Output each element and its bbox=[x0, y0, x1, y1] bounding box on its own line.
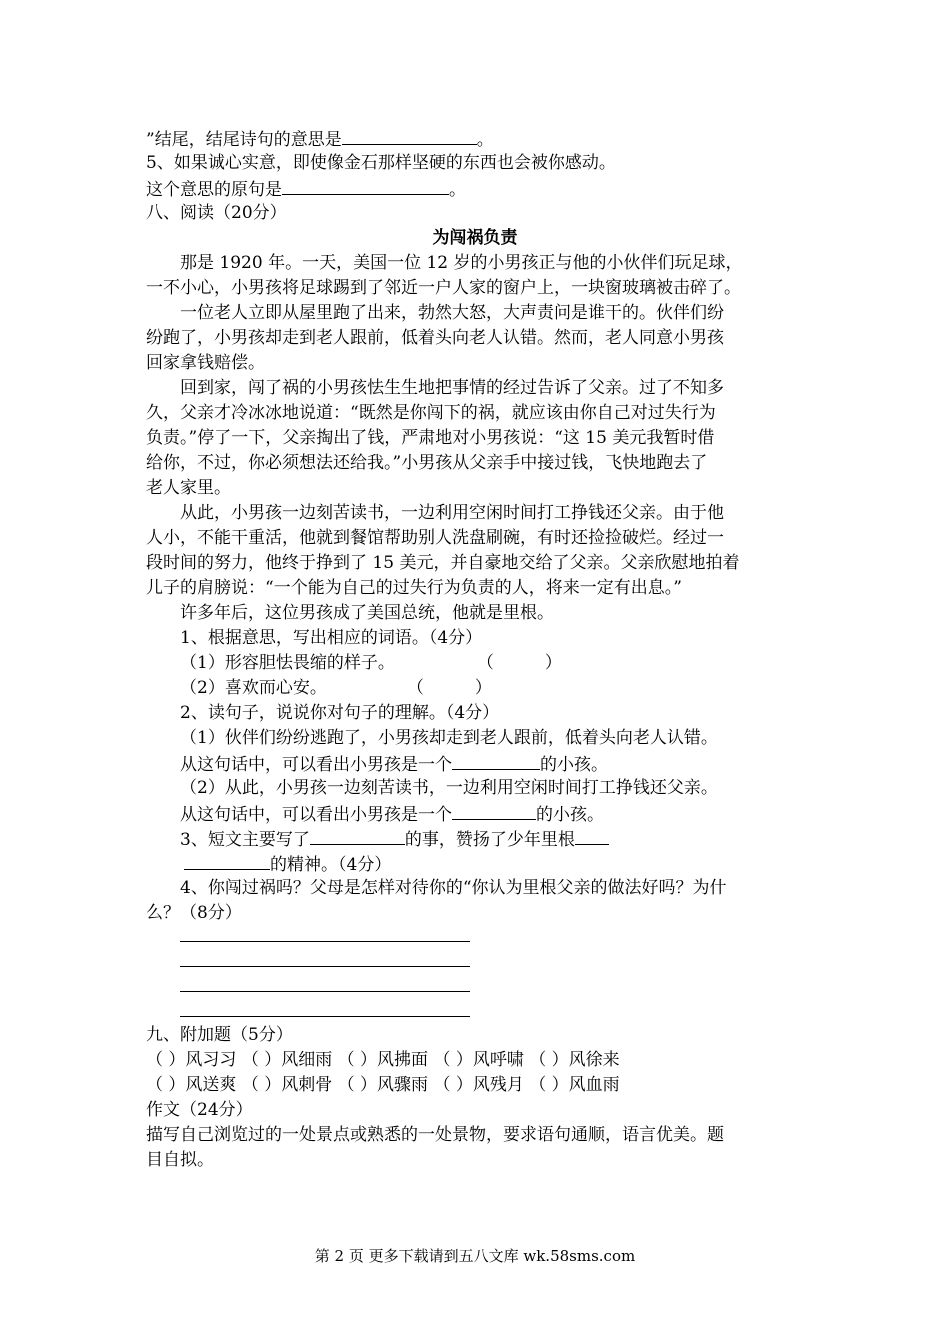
paragraph-line: 人小，不能干重活，他就到餐馆帮助别人洗盘刷碗，有时还捡捡破烂。经过一 bbox=[146, 528, 724, 548]
paragraph-line: 那是 1920 年。一天，美国一位 12 岁的小男孩正与他的小伙伴们玩足球， bbox=[180, 253, 743, 273]
answer-line[interactable] bbox=[180, 1016, 470, 1017]
question-2-sentence-1: （1）伙伴们纷纷逃跑了，小男孩却走到老人跟前，低着头向老人认错。 bbox=[180, 728, 718, 748]
paragraph-line: 负责。”停了一下，父亲掏出了钱，严肃地对小男孩说：“这 15 美元我暂时借 bbox=[146, 428, 715, 448]
bonus-item: （ ）风习习 bbox=[146, 1050, 237, 1070]
bonus-item: （ ）风送爽 bbox=[146, 1075, 237, 1095]
text: 从这句话中，可以看出小男孩是一个 bbox=[180, 755, 452, 775]
text: 。 bbox=[476, 130, 494, 150]
paragraph-line: 儿子的肩膀说：“一个能为自己的过失行为负责的人，将来一定有出息。” bbox=[146, 578, 682, 598]
bonus-item: （ ）风刺骨 bbox=[241, 1075, 333, 1095]
question-2: 2、读句子，说说你对句子的理解。（4分） bbox=[180, 703, 500, 723]
question-2-answer-2 bbox=[180, 801, 604, 828]
paragraph-line: 纷跑了，小男孩却走到老人跟前，低着头向老人认错。然而，老人同意小男孩 bbox=[146, 328, 724, 348]
answer-blank[interactable] bbox=[452, 801, 536, 820]
text: ”结尾，结尾诗句的意思是 bbox=[146, 130, 342, 150]
section-9-heading: 九、附加题（5分） bbox=[146, 1025, 293, 1045]
page-footer: 第 2 页 更多下载请到五八文库 wk.58sms.com bbox=[314, 1247, 636, 1265]
text: 的事，赞扬了少年里根 bbox=[404, 830, 575, 850]
text: 的小孩。 bbox=[540, 755, 608, 775]
paragraph-line: 段时间的努力，他终于挣到了 15 美元，并自豪地交给了父亲。父亲欣慰地拍着 bbox=[146, 553, 740, 573]
answer-blank[interactable] bbox=[310, 826, 405, 845]
bonus-item: （ ）风骤雨 bbox=[337, 1075, 429, 1095]
paragraph-line: 许多年后，这位男孩成了美国总统，他就是里根。 bbox=[180, 603, 554, 623]
answer-blank[interactable] bbox=[282, 176, 449, 195]
question-2-sentence-2: （2）从此，小男孩一边刻苦读书，一边利用空闲时间打工挣钱还父亲。 bbox=[180, 778, 718, 798]
answer-line[interactable] bbox=[180, 941, 470, 942]
question-1-item-2 bbox=[180, 676, 492, 701]
essay-prompt-line: 目自拟。 bbox=[146, 1150, 214, 1170]
bonus-item: （ ）风徐来 bbox=[529, 1050, 620, 1070]
paragraph-line: 回到家，闯了祸的小男孩怯生生地把事情的经过告诉了父亲。过了不知多 bbox=[180, 378, 724, 398]
answer-line[interactable] bbox=[180, 991, 470, 992]
question-3-continued bbox=[184, 851, 391, 878]
paragraph-line: 一不小心，小男孩将足球踢到了邻近一户人家的窗户上，一块窗玻璃被击碎了。 bbox=[146, 278, 741, 298]
paragraph-line: 老人家里。 bbox=[146, 478, 231, 498]
answer-paren[interactable]: （ ） bbox=[476, 653, 562, 673]
text: 的小孩。 bbox=[536, 805, 604, 825]
answer-line[interactable] bbox=[180, 966, 470, 967]
question-3 bbox=[180, 826, 609, 853]
answer-blank[interactable] bbox=[342, 126, 477, 145]
bonus-item: （ ）风拂面 bbox=[337, 1050, 429, 1070]
text: （2）喜欢而心安。 bbox=[180, 678, 327, 698]
answer-blank[interactable] bbox=[452, 751, 540, 770]
story-title: 为闯祸负责 bbox=[432, 228, 518, 248]
poem-ending-line bbox=[146, 126, 494, 153]
text: 的精神。（4分） bbox=[270, 855, 392, 875]
bonus-item: （ ）风血雨 bbox=[529, 1075, 620, 1095]
essay-heading: 作文（24分） bbox=[146, 1100, 253, 1120]
question-1-item-1 bbox=[180, 651, 562, 676]
answer-blank[interactable] bbox=[184, 851, 270, 870]
section-8-heading: 八、阅读（20分） bbox=[146, 203, 287, 223]
bonus-row-2 bbox=[146, 1073, 620, 1098]
text: 。 bbox=[449, 180, 466, 200]
bonus-row-1 bbox=[146, 1048, 620, 1073]
bonus-item: （ ）风呼啸 bbox=[433, 1050, 524, 1070]
text: 从这句话中，可以看出小男孩是一个 bbox=[180, 805, 452, 825]
paragraph-line: 给你，不过，你必须想法还给我。”小男孩从父亲手中接过钱，飞快地跑去了 bbox=[146, 453, 708, 473]
bonus-item: （ ）风残月 bbox=[433, 1075, 524, 1095]
original-sentence-line bbox=[146, 176, 466, 203]
answer-paren[interactable]: （ ） bbox=[406, 678, 492, 698]
paragraph-line: 从此，小男孩一边刻苦读书，一边利用空闲时间打工挣钱还父亲。由于他 bbox=[180, 503, 724, 523]
text: （1）形容胆怯畏缩的样子。 bbox=[180, 653, 395, 673]
paragraph-line: 久，父亲才冷冰冰地说道：“既然是你闯下的祸，就应该由你自己对过失行为 bbox=[146, 403, 716, 423]
question-5: 5、如果诚心实意，即使像金石那样坚硬的东西也会被你感动。 bbox=[146, 153, 616, 173]
bonus-item: （ ）风细雨 bbox=[241, 1050, 333, 1070]
question-1: 1、根据意思，写出相应的词语。（4分） bbox=[180, 628, 483, 648]
text: 3、短文主要写了 bbox=[180, 830, 310, 850]
answer-blank[interactable] bbox=[575, 826, 609, 845]
paragraph-line: 回家拿钱赔偿。 bbox=[146, 353, 265, 373]
essay-prompt-line: 描写自己浏览过的一处景点或熟悉的一处景物，要求语句通顺，语言优美。题 bbox=[146, 1125, 724, 1145]
question-4-continued: 么？（8分） bbox=[146, 903, 242, 923]
text: 这个意思的原句是 bbox=[146, 180, 282, 200]
question-2-answer-1 bbox=[180, 751, 608, 778]
question-4: 4、你闯过祸吗？父母是怎样对待你的“你认为里根父亲的做法好吗？为什 bbox=[180, 878, 727, 898]
paragraph-line: 一位老人立即从屋里跑了出来，勃然大怒，大声责问是谁干的。伙伴们纷 bbox=[180, 303, 724, 323]
